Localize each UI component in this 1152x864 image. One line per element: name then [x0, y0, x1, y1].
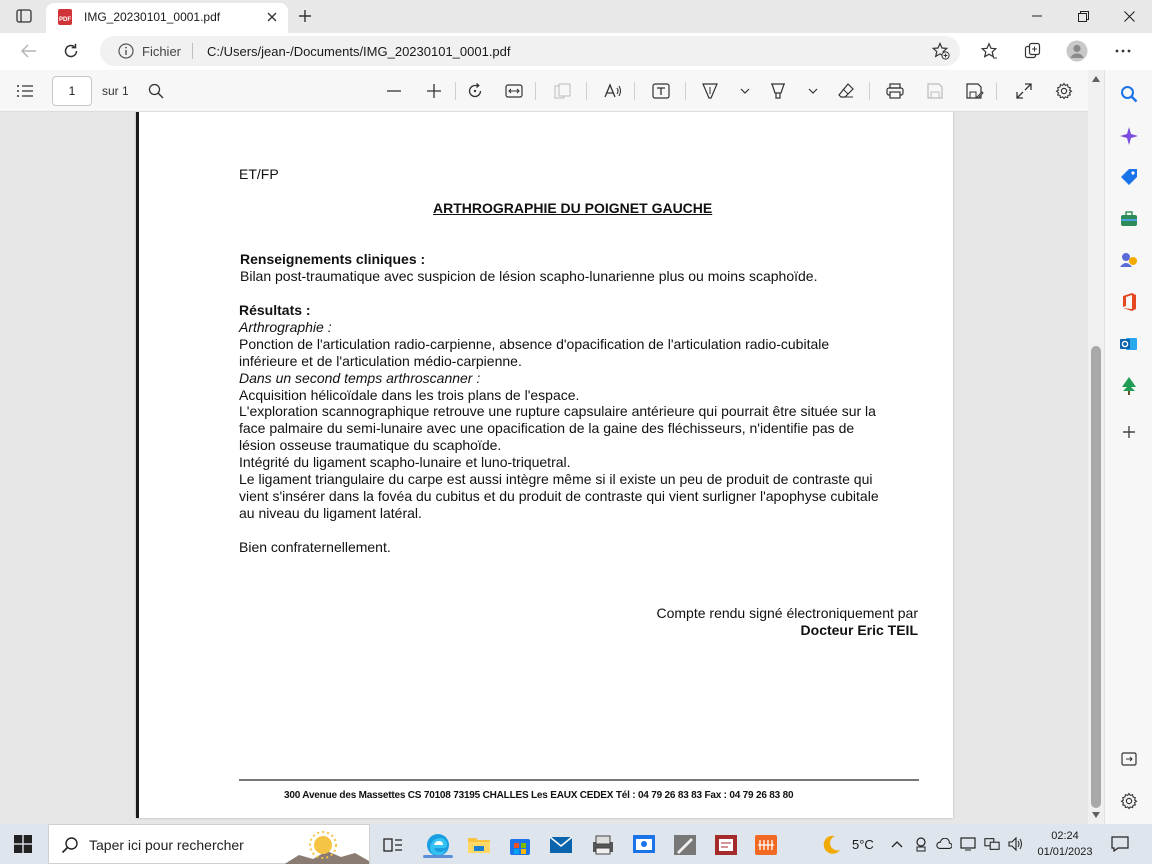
microsoft-store-icon[interactable]: [507, 832, 533, 858]
weather-sun-illustration-icon: [283, 825, 369, 864]
close-tab-icon[interactable]: [264, 9, 280, 25]
zoom-out-icon[interactable]: [383, 80, 405, 102]
remote-desktop-icon[interactable]: [631, 832, 657, 858]
mail-icon[interactable]: [548, 832, 574, 858]
document-reference: ET/FP: [239, 166, 279, 182]
more-options-icon[interactable]: [1108, 37, 1138, 65]
system-clock[interactable]: [1032, 828, 1098, 860]
network-icon[interactable]: [984, 836, 1000, 852]
footer-divider: [239, 779, 919, 781]
tree-icon[interactable]: [1119, 376, 1139, 396]
volume-icon[interactable]: [1008, 836, 1024, 852]
toolbar-divider: [634, 82, 635, 100]
notification-icon[interactable]: [1111, 836, 1129, 852]
save-as-icon[interactable]: [964, 80, 986, 102]
navigation-bar: [0, 33, 1152, 70]
page-count-label: sur 1: [102, 84, 129, 98]
report-line: Acquisition hélicoïdale dans les trois plans de l'espace.: [239, 387, 580, 403]
meet-now-icon[interactable]: [913, 836, 929, 852]
scanner-app-icon[interactable]: [590, 832, 616, 858]
task-view-icon[interactable]: [380, 832, 406, 858]
outlook-icon[interactable]: [1119, 334, 1139, 354]
address-scheme-label: Fichier: [142, 44, 182, 59]
report-line: L'exploration scannographique retrouve une rupture capsulaire antérieure qui pourrait être située sur la: [239, 403, 876, 419]
report-line: face palmaire du semi-lunaire avec une opacification de la gaine des fléchisseurs, n'identifie pas de: [239, 420, 855, 436]
tab-title: IMG_20230101_0001.pdf: [84, 10, 221, 24]
file-explorer-icon[interactable]: [466, 832, 492, 858]
tab-actions-icon[interactable]: [8, 5, 40, 27]
pdf-toolbar: [0, 70, 1104, 112]
settings-gear-icon[interactable]: [1053, 80, 1075, 102]
address-url[interactable]: C:/Users/jean-/Documents/IMG_20230101_0001.pdf: [207, 44, 511, 59]
edge-browser-icon[interactable]: [425, 832, 451, 858]
info-icon[interactable]: [118, 43, 134, 59]
print-icon[interactable]: [884, 80, 906, 102]
toolbar-divider: [996, 82, 997, 100]
tools-app-icon[interactable]: [672, 832, 698, 858]
screen-icon[interactable]: [960, 836, 976, 852]
taskbar-search-box[interactable]: [48, 824, 370, 864]
back-arrow-icon[interactable]: [14, 37, 44, 65]
report-line: vient s'insérer dans la fovéa du cubitus et du produit de contraste qui vient surligner l'apophyse cubitale: [239, 488, 879, 504]
close-window-icon[interactable]: [1106, 2, 1152, 30]
clinical-info-text: Bilan post-traumatique avec suspicion de lésion scapho-lunarienne plus ou moins scaphoïde.: [240, 268, 818, 284]
tab-strip: [0, 0, 1152, 33]
tools-briefcase-icon[interactable]: [1119, 209, 1139, 229]
tab-pdf[interactable]: [46, 3, 288, 33]
refresh-icon[interactable]: [56, 37, 86, 65]
page-number-input[interactable]: 1: [52, 76, 92, 106]
temperature: 5°C: [852, 837, 874, 852]
read-aloud-icon[interactable]: [602, 80, 624, 102]
taskbar: [0, 824, 1152, 864]
table-of-contents-icon[interactable]: [14, 80, 36, 102]
pdf-viewer[interactable]: [0, 112, 1104, 824]
report-line: au niveau du ligament latéral.: [239, 505, 422, 521]
zoom-in-icon[interactable]: [423, 80, 445, 102]
chevron-down-icon[interactable]: [802, 80, 824, 102]
split-screen-icon[interactable]: [1119, 749, 1139, 769]
search-icon[interactable]: [1119, 84, 1139, 104]
toolbar-divider: [586, 82, 587, 100]
footer-address: 300 Avenue des Massettes CS 70108 73195 CHALLES Les EAUX CEDEX Tél : 04 79 26 83 83 Fax : 04 79 26 83 80: [284, 790, 794, 801]
pdf-page: [136, 112, 953, 818]
add-text-icon[interactable]: [650, 80, 672, 102]
moon-icon: [820, 834, 842, 856]
chevron-down-icon[interactable]: [734, 80, 756, 102]
favorites-icon[interactable]: [974, 37, 1004, 65]
copilot-sparkle-icon[interactable]: [1119, 126, 1139, 146]
toolbar-divider: [685, 82, 686, 100]
draw-icon[interactable]: [699, 80, 721, 102]
toolbar-divider: [535, 82, 536, 100]
closing-line: Bien confraternellement.: [239, 539, 391, 555]
edge-sidebar: [1104, 70, 1152, 824]
address-divider: [192, 43, 193, 59]
fit-to-width-icon[interactable]: [503, 80, 525, 102]
signature-line: Compte rendu signé électroniquement par: [656, 605, 918, 621]
scroll-down-arrow-icon[interactable]: [1092, 812, 1100, 818]
search-icon: [61, 836, 79, 854]
chevron-up-icon[interactable]: [889, 836, 905, 852]
report-line: Ponction de l'articulation radio-carpienne, absence d'opacification de l'articulation radio-cubitale: [239, 336, 830, 352]
address-bar[interactable]: [100, 36, 960, 66]
report-line: lésion osseuse traumatique du scaphoïde.: [239, 437, 502, 453]
highlight-icon[interactable]: [767, 80, 789, 102]
results-heading: Résultats :: [239, 302, 311, 318]
collections-icon[interactable]: [1018, 37, 1048, 65]
office-icon[interactable]: [1119, 292, 1139, 312]
add-favorite-icon[interactable]: [932, 42, 950, 60]
report-line: inférieure et de l'articulation médio-carpienne.: [239, 353, 522, 369]
restore-icon[interactable]: [1060, 2, 1106, 30]
profile-avatar[interactable]: [1062, 37, 1092, 65]
vertical-scrollbar[interactable]: [1088, 70, 1104, 824]
clock-time: 02:24: [1051, 830, 1079, 842]
arthrography-heading: Arthrographie :: [239, 319, 332, 335]
fullscreen-icon[interactable]: [1013, 80, 1035, 102]
scroll-thumb[interactable]: [1091, 346, 1101, 808]
new-tab-icon[interactable]: [292, 5, 318, 27]
pdf-file-icon: PDF: [58, 9, 72, 25]
clock-date: 01/01/2023: [1037, 846, 1093, 858]
arthroscanner-heading: Dans un second temps arthroscanner :: [239, 370, 481, 386]
toolbar-divider: [869, 82, 870, 100]
windows-start-icon[interactable]: [14, 835, 32, 853]
grid-app-icon[interactable]: [753, 832, 779, 858]
onedrive-cloud-icon[interactable]: [936, 836, 952, 852]
save-icon: [924, 80, 946, 102]
minimize-icon[interactable]: [1014, 2, 1060, 30]
document-title: ARTHROGRAPHIE DU POIGNET GAUCHE: [433, 200, 713, 216]
report-line: Le ligament triangulaire du carpe est aussi intègre même si il existe un peu de produit de contraste qui: [239, 471, 873, 487]
scroll-up-arrow-icon[interactable]: [1092, 76, 1100, 82]
doctor-name: Docteur Eric TEIL: [800, 622, 918, 638]
rotate-icon[interactable]: [464, 80, 486, 102]
add-icon[interactable]: [1119, 422, 1139, 442]
settings-gear-icon[interactable]: [1119, 791, 1139, 811]
games-icon[interactable]: [1119, 250, 1139, 270]
report-line: Intégrité du ligament scapho-lunaire et luno-triquetral.: [239, 454, 571, 470]
document-app-icon[interactable]: [713, 832, 739, 858]
clinical-info-heading: Renseignements cliniques :: [240, 251, 426, 267]
weather-widget[interactable]: [820, 834, 880, 854]
toolbar-divider: [455, 82, 456, 100]
shopping-tag-icon[interactable]: [1119, 167, 1139, 187]
search-icon[interactable]: [145, 80, 167, 102]
search-placeholder: Taper ici pour rechercher: [89, 837, 244, 853]
active-app-indicator: [423, 855, 453, 858]
eraser-icon[interactable]: [835, 80, 857, 102]
page-view-icon: [552, 80, 574, 102]
